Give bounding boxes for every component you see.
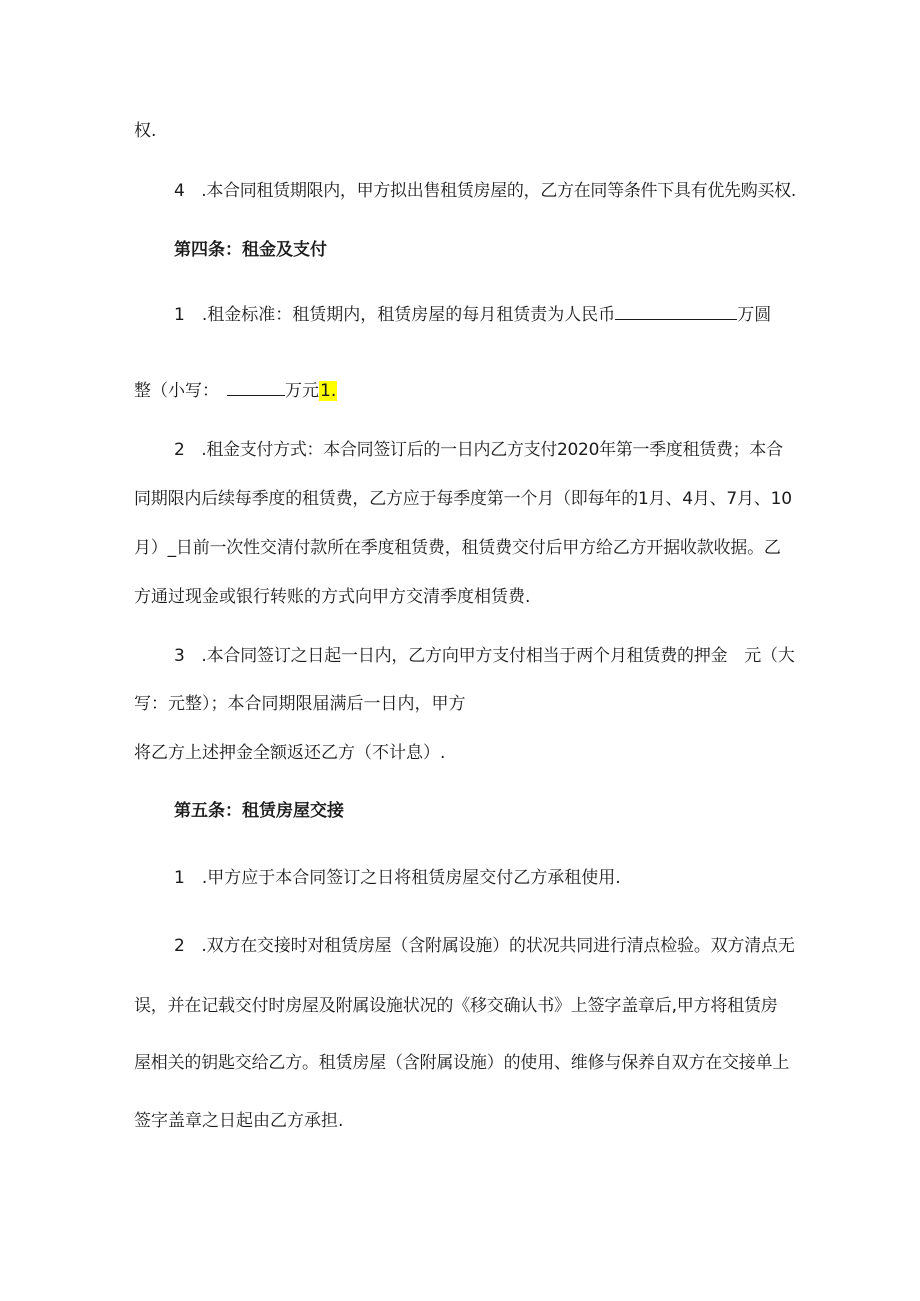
paragraph-line: 1 .甲方应于本合同签订之日将租赁房屋交付乙方承租使用. (174, 868, 621, 888)
unit-text: 万圆 (737, 305, 772, 325)
rent-standard-text: 1 .租金标准：租赁期内，租赁房屋的每月租赁责为人民币 (174, 305, 616, 325)
paragraph-line: 2 .双方在交接时对租赁房屋（含附属设施）的状况共同进行清点检验。双方清点无 (174, 936, 795, 956)
paragraph-line: 同期限内后续每季度的租赁费，乙方应于每季度第一个月（即每年的1月、4月、7月、10 (134, 489, 792, 509)
paragraph-line: 月）_日前一次性交清付款所在季度租赁费，租赁费交付后甲方给乙方开据收款收据。乙 (134, 538, 781, 558)
paragraph-line (134, 379, 337, 403)
paragraph-line: 4 .本合同租赁期限内，甲方拟出售租赁房屋的，乙方在同等条件下具有优先购买权. (174, 181, 796, 201)
paragraph-line: 3 .本合同签订之日起一日内，乙方向甲方支付相当于两个月租赁费的押金 元（大 (174, 646, 795, 666)
paragraph-line: 误，并在记载交付时房屋及附属设施状况的《移交确认书》上签字盖章后,甲方将租赁房 (134, 996, 778, 1016)
paragraph-line: 写：元整）；本合同期限届满后一日内，甲方 (134, 694, 466, 714)
paragraph-line: 屋相关的钥匙交给乙方。租赁房屋（含附属设施）的使用、维修与保养自双方在交接单上 (134, 1053, 790, 1073)
section-heading: 第五条：租赁房屋交接 (174, 801, 344, 821)
blank-field (227, 380, 285, 396)
paragraph-line: 权. (134, 121, 157, 141)
paragraph-line: 2 .租金支付方式：本合同签订后的一日内乙方支付2020年第一季度租赁费；本合 (174, 440, 783, 460)
paragraph-line: 签字盖章之日起由乙方承担. (134, 1111, 344, 1131)
paragraph-line (174, 303, 771, 327)
paragraph-line: 将乙方上述押金全额返还乙方（不计息）. (134, 743, 446, 763)
highlighted-text: 1. (320, 381, 337, 401)
unit-text: 万元 (285, 381, 319, 401)
blank-field (615, 304, 737, 320)
lowercase-label: 整（小写： (134, 381, 219, 401)
paragraph-line: 方通过现金或银行转账的方式向甲方交清季度相赁费. (134, 587, 531, 607)
section-heading: 第四条：租金及支付 (174, 240, 327, 260)
